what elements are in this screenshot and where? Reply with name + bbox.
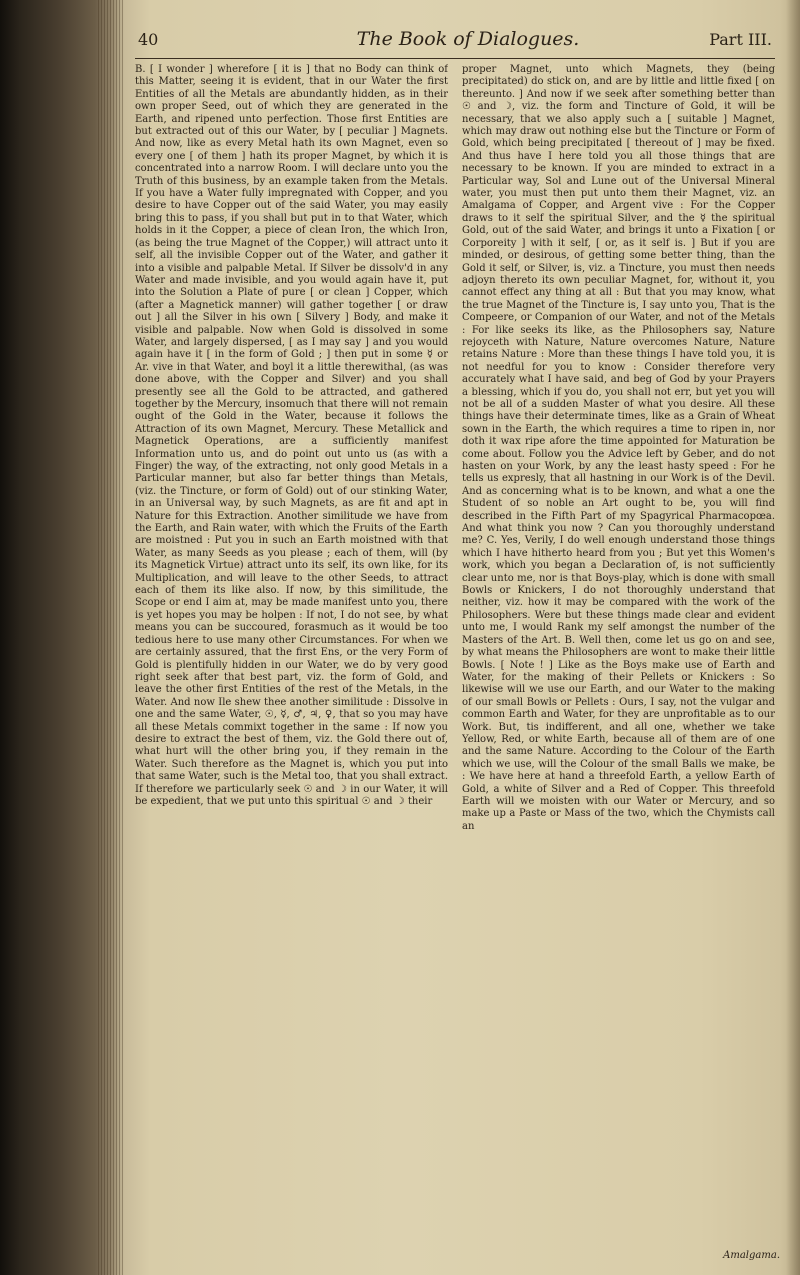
left-column-text: B. [ I wonder ] wherefore [ it is ] that no Body can think of this Matter, seeing it is evident, that in our Water the first Entities of all the Metals are abundantly hidden, as in their own proper Seed, out of which they are generated in the Earth, and ripened unto perfection. Those first Entities are but extracted out of this our Water, by [ peculiar ] Magnets. And now, like as every Metal hath its own Magnet, even so every one [ of them ] hath its proper Magnet, by which it is concentrated into a narrow Room. I will declare unto you the Truth of this business, by an example taken from the Metals. If you have a Water fully impregnated with Copper, and you desire to have Copper out of the said Water, you may easily bring this to pass, if you shall but put in to that Water, which holds in it the Copper, a piece of clean Iron, the which Iron, (as being the true Magnet of the Copper,) will attract unto it self, all the invisible Copper out of the Water, and gather it into a visible and palpable Metal. If Silver be dissolv'd in any Water and made invisible, and you would again have it, put into the Solution a Plate of pure [ or clean ] Copper, which (after a Magnetick manner) will gather together [ or draw out ] all the Silver in his own [ Silvery ] Body, and make it visible and palpable. Now when Gold is dissolved in some Water, and largely dispersed, [ as I may say ] and you would again have it [ in the form of Gold ; ] then put in some ☿ or Ar. vive in that Water, and boyl it a little therewithal, (as was done above, with the Copper and Silver) and you shall presently see all the Gold to be attracted, and gathered together by the Mercury, insomuch that there will not remain ought of the Gold in the Water, because it follows the Attraction of its own Magnet, Mercury. These Metallick and Magnetick Operations, are a sufficiently manifest Information unto us, and do point out unto us (as with a Finger) the way, of the extracting, not only good Metals in a Particular manner, but also far better things than Metals, (viz. the Tincture, or form of Gold) out of our stinking Water, in an Universal way, by such Magnets, as are fit and apt in Nature for this Extraction. Another similitude we have from the Earth, and Rain water, with which the Fruits of the Earth are moistned : Put you in such an Earth moistned with that Water, as many Seeds as you please ; each of them, will (by its Magnetick Virtue) attract unto its self, its own like, for its Multiplication, and will leave to the other Seeds, to attract each of them its like also. If now, by this similitude, the Scope or end I aim at, may be made manifest unto you, there is yet hopes you may be holpen : If not, I do not see, by what means you can be succoured, forasmuch as it would be too tedious here to use many other Circumstances. For when we are certainly assured, that the first Ens, or the very Form of Gold is plentifully hidden in our Water, we do by very good right seek after that best part, viz. the form of Gold, and leave the other first Entities of the rest of the Metals, in the Water. And now Ile shew thee another similitude : Dissolve in one and the same Water, ☉, ☿, ♂, ♃, ♀, that so you may have all these Metals commixt together in the same : If now you desire to extract the best of them, viz. the Gold there out of, what hurt will the other bring you, if they remain in the Water. Such therefore as the Magnet is, which you put into that same Water, such is the Metal too, that you shall extract. If therefore we particularly seek ☉ and ☽ in our Water, it will be expedient, that we put unto this spiritual ☉ and ☽ their bbox=[135, 64, 448, 807]
running-title: The Book of Dialogues. bbox=[356, 28, 580, 50]
catchword: Amalgama. bbox=[723, 1250, 780, 1261]
book-gutter-edge bbox=[98, 0, 124, 1275]
right-text-column bbox=[462, 64, 775, 1254]
part-label: Part III. bbox=[709, 30, 772, 49]
header-rule bbox=[135, 58, 775, 59]
page-header bbox=[128, 28, 780, 56]
page-right-shadow bbox=[786, 0, 800, 1275]
page-number: 40 bbox=[138, 30, 159, 49]
left-text-column bbox=[135, 64, 448, 1254]
right-column-text: proper Magnet, unto which Magnets, they (being precipitated) do stick on, and are by little and little fixed [ on thereunto. ] And now if we seek after something better than ☉ and ☽, viz. the form and Tincture of Gold, it will be necessary, that we also apply such a [ suitable ] Magnet, which may draw out nothing else but the Tincture or Form of Gold, which being precipitated [ thereout of ] may be fixed. And thus have I here told you all those things that are necessary to be known. If you are minded to extract in a Particular way, Sol and Lune out of the Universal Mineral water, you must then put unto them their Magnet, viz. an Amalgama of Copper, and Argent vive : For the Copper draws to it self the spiritual Silver, and the ☿ the spiritual Gold, out of the said Water, and brings it unto a Fixation [ or Corporeity ] with it self, [ or, as it self is. ] But if you are minded, or desirous, of getting some better thing, than the Gold it self, or Silver, is, viz. a Tincture, you must then needs adjoyn thereto its own peculiar Magnet, for, without it, you cannot effect any thing at all : But that you may know, what the true Magnet of the Tincture is, I say unto you, That is the Compeere, or Companion of our Water, and not of the Metals : For like seeks its like, as the Philosophers say, Nature rejoyceth with Nature, Nature overcomes Nature, Nature retains Nature : More than these things I have told you, it is not needful for you to know : Consider therefore very accurately what I have said, and beg of God by your Prayers a blessing, which if you do, you shall not err, but yet you will not be all of a sudden Master of what you desire. All these things have their determinate times, like as a Grain of Wheat sown in the Earth, the which requires a time to ripen in, nor doth it wax ripe afore the time appointed for Maturation be come about. Follow you the Advice left by Geber, and do not hasten on your Work, by any the least hasty speed : For he tells us expresly, that all hastning in our Work is of the Devil. And as concerning what is to be known, and what a one the Student of so noble an Art ought to be, you will find described in the Fifth Part of my Spagyrical Pharmacopœa. And what think you now ? Can you thoroughly understand me? C. Yes, Verily, I do well enough understand those things which I have hitherto heard from you ; But yet this Women's work, which you began a Declaration of, is not sufficiently clear unto me, nor is that Boys-play, which is done with small Bowls or Knickers, I do not thoroughly understand that neither, viz. how it may be compared with the work of the Philosophers. Were but these things made clear and evident unto me, I would Rank my self amongst the number of the Masters of the Art. B. Well then, come let us go on and see, by what means the Philosophers are wont to make their little Bowls. [ Note ! ] Like as the Boys make use of Earth and Water, for the making of their Pellets or Knickers : So likewise will we use our Earth, and our Water to the making of our small Bowls or Pellets : Ours, I say, not the vulgar and common Earth and Water, for they are unprofitable as to our Work. But, tis indifferent, and all one, whether we take Yellow, Red, or white Earth, because all of them are of one and the same Nature. According to the Colour of the Earth which we use, will the Colour of the small Balls we make, be : We have here at hand a threefold Earth, a yellow Earth of Gold, a white of Silver and a Red of Copper. This threefold Earth will we moisten with our Water or Mercury, and so make up a Paste or Mass of the two, which the Chymists call an bbox=[462, 64, 775, 832]
